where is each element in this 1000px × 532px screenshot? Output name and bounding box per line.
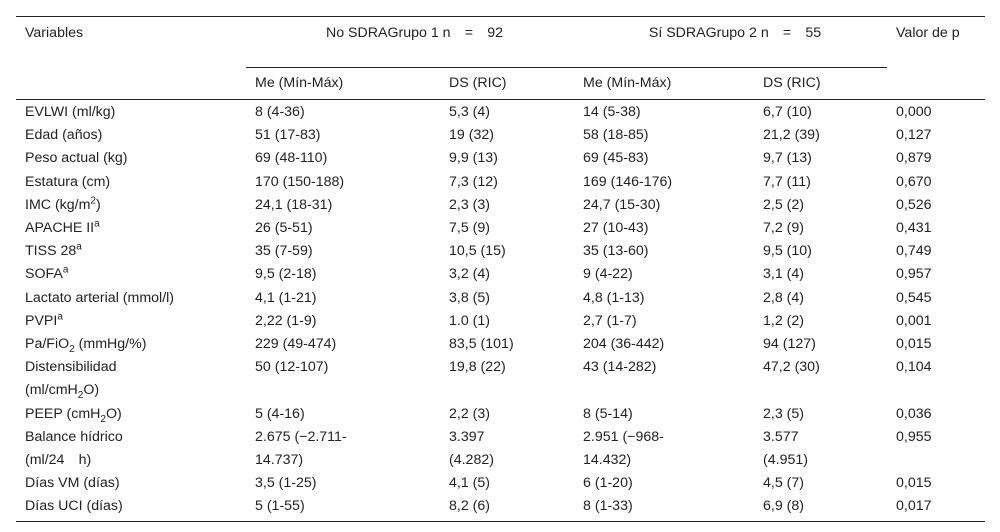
cell-g2-me xyxy=(574,472,754,495)
row-label xyxy=(16,194,246,217)
header-g1-me: Me (Mín-Máx) xyxy=(246,68,440,100)
cell-g1-me-text: 51 (17-83) xyxy=(255,127,321,144)
table-row xyxy=(16,356,985,402)
cell-g1-me-text: 50 (12-107) xyxy=(255,359,329,376)
row-label-post: ) xyxy=(95,196,101,213)
row-label-pre: (ml/cmH xyxy=(25,382,78,399)
cell-g1-ds xyxy=(440,403,574,426)
cell-g2-me-text: 43 (14-282) xyxy=(583,359,657,376)
cell-pvalue xyxy=(887,472,985,495)
cell-pvalue xyxy=(887,263,985,286)
cell-pvalue-text: 0,127 xyxy=(896,127,932,144)
cell-pvalue-text: 0,526 xyxy=(896,196,932,213)
cell-g1-me-text: 24,1 (18-31) xyxy=(255,196,333,213)
cell-g2-ds-text: 47,2 (30) xyxy=(763,359,820,376)
cell-g1-ds-text: 10,5 (15) xyxy=(449,243,506,260)
cell-g2-ds xyxy=(754,171,887,194)
row-label xyxy=(16,124,246,147)
cell-g1-ds xyxy=(440,171,574,194)
cell-g2-me xyxy=(574,263,754,286)
row-label-pre: PVPI xyxy=(25,312,58,329)
cell-g2-ds-text: 2,8 (4) xyxy=(763,289,805,306)
cell-pvalue xyxy=(887,495,985,521)
cell-g1-me xyxy=(246,100,440,125)
cell-g1-me xyxy=(246,124,440,147)
header-g2-ds: DS (RIC) xyxy=(754,68,887,100)
cell-g2-ds-text: 7,7 (11) xyxy=(763,173,811,190)
table-row xyxy=(16,495,985,521)
row-label-sup: a xyxy=(57,311,63,323)
row-label xyxy=(16,495,246,521)
row-label-text: Peso actual (kg) xyxy=(25,150,128,167)
cell-g1-me xyxy=(246,356,440,402)
cell-g2-ds xyxy=(754,194,887,217)
cell-g2-ds xyxy=(754,263,887,286)
cell-g1-me-text: 8 (4-36) xyxy=(255,104,305,120)
table-row xyxy=(16,147,985,170)
cell-g2-ds-text: 21,2 (39) xyxy=(763,127,820,144)
row-label xyxy=(16,171,246,194)
row-label xyxy=(16,426,246,472)
cell-g2-ds-text: 9,5 (10) xyxy=(763,243,812,260)
cell-g1-ds-text: 3,8 (5) xyxy=(449,289,491,306)
cell-g1-ds xyxy=(440,287,574,310)
cell-g1-me-text: 229 (49-474) xyxy=(255,336,337,353)
row-label-text: Edad (años) xyxy=(25,127,103,144)
row-label-line1: Distensibilidad xyxy=(25,359,117,376)
cell-pvalue xyxy=(887,240,985,263)
cell-g2-ds-text: 6,9 (8) xyxy=(763,498,805,515)
cell-pvalue-text: 0,545 xyxy=(896,289,932,306)
cell-g1-ds xyxy=(440,472,574,495)
row-label xyxy=(16,403,246,426)
cell-pvalue-text: 0,670 xyxy=(896,173,932,190)
cell-g1-ds-text: 4,1 (5) xyxy=(449,475,491,492)
cell-g1-me-text: 3,5 (1-25) xyxy=(255,475,317,492)
table-row xyxy=(16,100,985,125)
cell-g1-me xyxy=(246,171,440,194)
cell-pvalue xyxy=(887,426,985,472)
cell-g2-me xyxy=(574,147,754,170)
cell-g2-ds-text: 3,1 (4) xyxy=(763,266,805,283)
cell-g1-ds xyxy=(440,333,574,356)
row-label-pre: PEEP (cmH xyxy=(25,405,101,422)
row-label-sub: 2 xyxy=(77,390,84,402)
cell-g1-me-text: 5 (1-55) xyxy=(255,498,305,515)
cell-pvalue-text: 0,104 xyxy=(896,359,932,376)
row-label xyxy=(16,240,246,263)
cell-g1-me xyxy=(246,287,440,310)
cell-g1-ds xyxy=(440,426,574,472)
cell-g2-ds-text: 4,5 (7) xyxy=(763,475,805,492)
cell-pvalue xyxy=(887,194,985,217)
cell-pvalue-text: 0,000 xyxy=(896,104,932,120)
cell-pvalue-text: 0,015 xyxy=(896,475,932,492)
row-label-post: O) xyxy=(83,382,100,399)
cell-g2-ds-text: 94 (127) xyxy=(763,336,816,353)
cell-g2-me xyxy=(574,240,754,263)
row-label-line1: Balance hídrico xyxy=(25,428,123,445)
cell-g2-ds xyxy=(754,240,887,263)
header-g2-me: Me (Mín-Máx) xyxy=(574,68,754,100)
cell-pvalue xyxy=(887,171,985,194)
cell-g1-ds-text2: (4.282) xyxy=(449,452,494,469)
cell-g2-me-text: 9 (4-22) xyxy=(583,266,633,283)
cell-g2-me-text: 27 (10-43) xyxy=(583,220,649,237)
cell-g1-me-text: 26 (5-51) xyxy=(255,220,313,237)
results-table-container xyxy=(16,16,985,522)
cell-g2-me xyxy=(574,171,754,194)
cell-g1-ds xyxy=(440,194,574,217)
cell-g1-ds-text: 83,5 (101) xyxy=(449,336,514,353)
cell-g2-me-text: 2.951 (−968- xyxy=(583,428,664,445)
cell-g2-me xyxy=(574,194,754,217)
cell-g1-me xyxy=(246,403,440,426)
cell-g2-ds xyxy=(754,310,887,333)
cell-g1-me xyxy=(246,333,440,356)
row-label-text: Días VM (días) xyxy=(25,475,120,492)
cell-g2-me-text: 169 (146-176) xyxy=(583,173,673,190)
cell-g1-ds-text: 2,2 (3) xyxy=(449,405,491,422)
row-label-pre: IMC (kg/m xyxy=(25,196,91,213)
row-label-pre: APACHE II xyxy=(25,220,95,237)
cell-pvalue xyxy=(887,147,985,170)
row-label xyxy=(16,147,246,170)
cell-g2-ds-text: 2,3 (5) xyxy=(763,405,805,422)
cell-pvalue-text: 0,879 xyxy=(896,150,932,167)
cell-g1-ds xyxy=(440,263,574,286)
results-table xyxy=(16,16,985,522)
cell-g2-ds xyxy=(754,124,887,147)
cell-g1-me xyxy=(246,217,440,240)
row-label-sup: 2 xyxy=(90,195,96,207)
cell-g1-me xyxy=(246,194,440,217)
cell-pvalue xyxy=(887,333,985,356)
cell-g1-ds-text: 19,8 (22) xyxy=(449,359,506,376)
cell-g2-ds xyxy=(754,287,887,310)
cell-g1-ds xyxy=(440,147,574,170)
row-label xyxy=(16,310,246,333)
row-label-text: EVLWI (ml/kg) xyxy=(25,104,116,120)
row-label-text: Lactato arterial (mmol/l) xyxy=(25,289,175,306)
cell-g2-me-text: 58 (18-85) xyxy=(583,127,649,144)
cell-g1-me-text: 5 (4-16) xyxy=(255,405,305,422)
row-label-sup: a xyxy=(62,264,69,276)
cell-g2-me xyxy=(574,217,754,240)
cell-g1-ds-text: 7,3 (12) xyxy=(449,173,498,190)
cell-pvalue-text: 0,015 xyxy=(896,336,932,353)
cell-g1-me-text: 35 (7-59) xyxy=(255,243,313,260)
cell-g2-me xyxy=(574,287,754,310)
row-label xyxy=(16,356,246,402)
cell-g2-ds xyxy=(754,217,887,240)
cell-g2-ds xyxy=(754,333,887,356)
table-row xyxy=(16,217,985,240)
row-label xyxy=(16,263,246,286)
cell-g2-ds-text: 3.577 xyxy=(763,428,799,445)
cell-g2-me-text2: 14.432) xyxy=(583,452,632,469)
cell-g2-ds-text: 9,7 (13) xyxy=(763,150,812,167)
row-label xyxy=(16,100,246,125)
cell-pvalue-text: 0,955 xyxy=(896,428,932,445)
cell-g2-me xyxy=(574,495,754,521)
cell-g1-me-text: 69 (48-110) xyxy=(255,150,328,167)
cell-g1-ds-text: 3,2 (4) xyxy=(449,266,491,283)
cell-g2-me xyxy=(574,100,754,125)
cell-g1-me xyxy=(246,310,440,333)
row-label-sub: 2 xyxy=(69,343,75,355)
table-row xyxy=(16,287,985,310)
cell-g1-ds xyxy=(440,310,574,333)
header-group2-label: Sí SDRAGrupo 2 n = 55 xyxy=(648,25,822,41)
cell-g1-me-text2: 14.737) xyxy=(255,452,304,469)
cell-g1-me-text: 4,1 (1-21) xyxy=(255,289,317,306)
cell-g2-ds xyxy=(754,472,887,495)
table-row xyxy=(16,426,985,472)
cell-g1-ds-text: 9,9 (13) xyxy=(449,150,498,167)
cell-g1-ds-text: 1.0 (1) xyxy=(449,312,491,329)
cell-pvalue-text: 0,957 xyxy=(896,266,932,283)
header-pvalue: Valor de p xyxy=(887,17,985,100)
cell-g1-me-text: 9,5 (2-18) xyxy=(255,266,317,283)
header-g1-ds: DS (RIC) xyxy=(440,68,574,100)
cell-pvalue xyxy=(887,124,985,147)
cell-g1-ds xyxy=(440,495,574,521)
row-label-sub: 2 xyxy=(100,413,106,425)
cell-g1-me xyxy=(246,147,440,170)
cell-g2-ds-text: 6,7 (10) xyxy=(763,104,812,120)
row-label xyxy=(16,472,246,495)
cell-g2-me-text: 24,7 (15-30) xyxy=(583,196,661,213)
header-variables: Variables xyxy=(16,17,246,100)
cell-g2-me xyxy=(574,403,754,426)
cell-pvalue-text: 0,017 xyxy=(896,498,932,515)
cell-g2-me xyxy=(574,310,754,333)
cell-g2-me xyxy=(574,426,754,472)
table-row xyxy=(16,310,985,333)
cell-g1-ds-text: 2,3 (3) xyxy=(449,196,491,213)
cell-g1-me xyxy=(246,472,440,495)
cell-pvalue xyxy=(887,403,985,426)
cell-pvalue-text: 0,749 xyxy=(896,243,932,260)
cell-g1-ds xyxy=(440,124,574,147)
header-group2 xyxy=(574,17,887,68)
header-group1 xyxy=(246,17,574,68)
row-label-pre: SOFA xyxy=(25,266,63,283)
cell-g2-me xyxy=(574,356,754,402)
cell-g2-ds xyxy=(754,495,887,521)
cell-g1-me-text: 2,22 (1-9) xyxy=(255,312,317,329)
cell-g2-me-text: 6 (1-20) xyxy=(583,475,633,492)
row-label-pre: TISS 28 xyxy=(25,243,77,260)
cell-g2-me xyxy=(574,124,754,147)
row-label-pre: Pa/FiO xyxy=(25,336,70,353)
cell-g1-ds xyxy=(440,356,574,402)
cell-g1-ds-text: 3.397 xyxy=(449,428,485,445)
cell-g1-me xyxy=(246,495,440,521)
row-label-post: (mmHg/%) xyxy=(74,336,147,353)
cell-g2-ds xyxy=(754,356,887,402)
cell-g2-ds-text: 7,2 (9) xyxy=(763,220,805,237)
cell-g2-ds-text2: (4.951) xyxy=(763,452,808,469)
cell-pvalue-text: 0,001 xyxy=(896,312,932,329)
cell-g1-ds-text: 7,5 (9) xyxy=(449,220,491,237)
table-row xyxy=(16,263,985,286)
row-label-line2: (ml/24 h) xyxy=(25,452,92,469)
table-row xyxy=(16,403,985,426)
cell-g1-me xyxy=(246,240,440,263)
table-row xyxy=(16,194,985,217)
table-row xyxy=(16,472,985,495)
cell-g1-ds xyxy=(440,100,574,125)
cell-g2-ds-text: 2,5 (2) xyxy=(763,196,805,213)
row-label xyxy=(16,333,246,356)
row-label-text: Días UCI (días) xyxy=(25,498,123,515)
cell-pvalue xyxy=(887,310,985,333)
cell-g2-ds xyxy=(754,403,887,426)
header-group1-label: No SDRAGrupo 1 n = 92 xyxy=(325,25,504,41)
cell-pvalue-text: 0,036 xyxy=(896,405,932,422)
cell-pvalue xyxy=(887,287,985,310)
table-row xyxy=(16,171,985,194)
cell-g2-ds xyxy=(754,147,887,170)
cell-g1-me xyxy=(246,263,440,286)
cell-g1-me-text: 2.675 (−2.711- xyxy=(255,428,347,445)
cell-g2-me-text: 8 (5-14) xyxy=(583,405,633,422)
cell-g1-me xyxy=(246,426,440,472)
cell-g2-me-text: 35 (13-60) xyxy=(583,243,649,260)
row-label xyxy=(16,287,246,310)
cell-g2-ds-text: 1,2 (2) xyxy=(763,312,805,329)
cell-g2-me xyxy=(574,333,754,356)
cell-g2-me-text: 2,7 (1-7) xyxy=(583,312,637,329)
row-label-sup: a xyxy=(76,241,82,253)
cell-g1-ds-text: 8,2 (6) xyxy=(449,498,491,515)
row-label-post: O) xyxy=(105,405,122,422)
cell-g2-me-text: 204 (36-442) xyxy=(583,336,665,353)
cell-g2-ds xyxy=(754,100,887,125)
cell-g1-ds-text: 5,3 (4) xyxy=(449,104,491,120)
cell-g1-me-text: 170 (150-188) xyxy=(255,173,345,190)
cell-g2-me-text: 4,8 (1-13) xyxy=(583,289,645,306)
row-label-text: Estatura (cm) xyxy=(25,173,111,190)
table-row xyxy=(16,333,985,356)
cell-g2-me-text: 69 (45-83) xyxy=(583,150,649,167)
cell-g2-me-text: 14 (5-38) xyxy=(583,104,641,120)
cell-g2-me-text: 8 (1-33) xyxy=(583,498,633,515)
cell-g1-ds-text: 19 (32) xyxy=(449,127,494,144)
cell-g1-ds xyxy=(440,240,574,263)
row-label xyxy=(16,217,246,240)
cell-pvalue xyxy=(887,356,985,402)
table-row xyxy=(16,240,985,263)
cell-pvalue xyxy=(887,100,985,125)
cell-g2-ds xyxy=(754,426,887,472)
cell-pvalue xyxy=(887,217,985,240)
cell-g1-ds xyxy=(440,217,574,240)
cell-pvalue-text: 0,431 xyxy=(896,220,932,237)
row-label-sup: a xyxy=(94,218,100,230)
table-row xyxy=(16,124,985,147)
table-body xyxy=(16,100,985,522)
